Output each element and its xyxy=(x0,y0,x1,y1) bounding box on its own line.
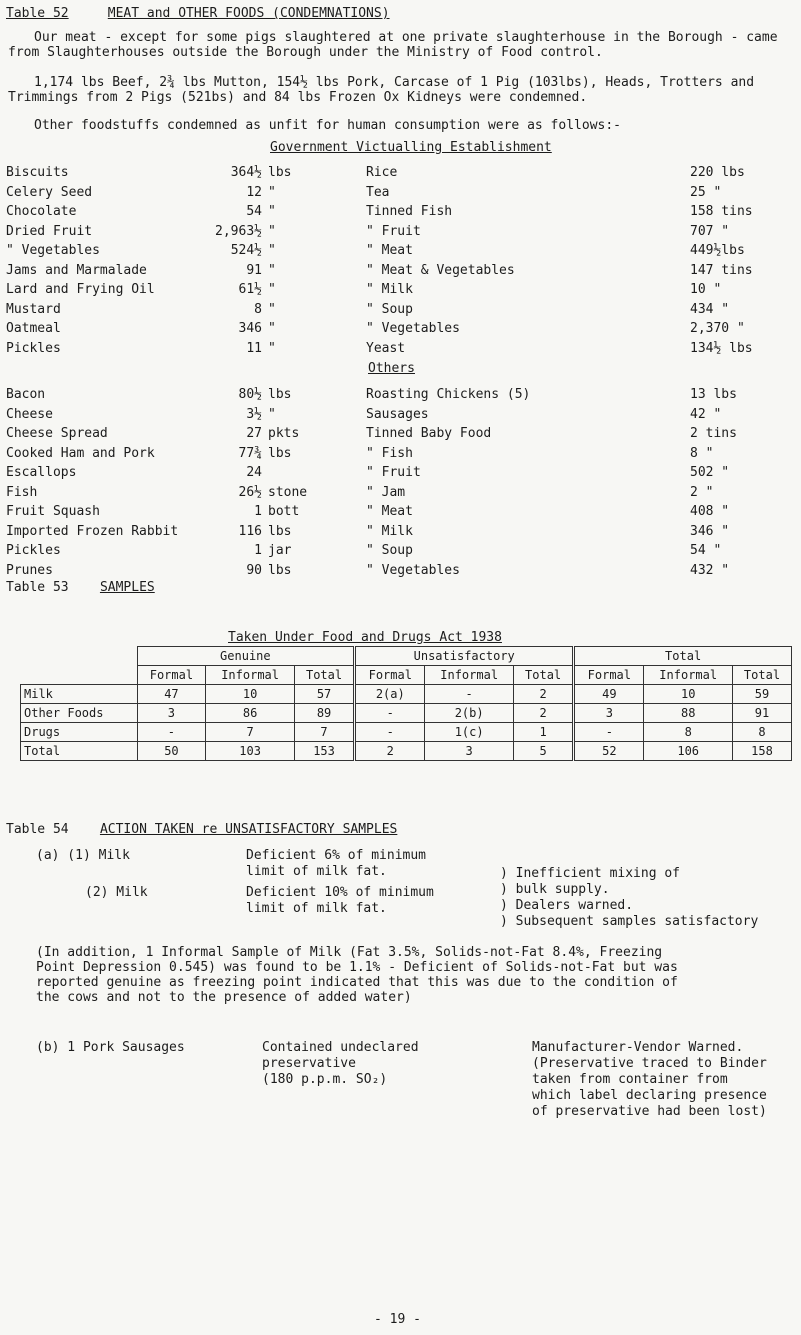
table-cell: 153 xyxy=(294,742,354,761)
table-cell: 103 xyxy=(206,742,295,761)
row-label: Milk xyxy=(21,685,138,704)
food-quantity: 2 " xyxy=(690,484,714,500)
table-row xyxy=(21,685,792,704)
food-item: Yeast xyxy=(366,340,406,356)
table-cell: 158 xyxy=(732,742,791,761)
milk-1-text-2: limit of milk fat. xyxy=(246,864,387,879)
table-cell: 2 xyxy=(355,742,425,761)
subheader-formal: Formal xyxy=(137,666,206,685)
milk-2-label: (2) Milk xyxy=(85,885,148,900)
food-quantity: 434 " xyxy=(690,301,730,317)
row-label: Other Foods xyxy=(21,704,138,723)
table-cell: 86 xyxy=(206,704,295,723)
sausages-action-3: taken from container from xyxy=(532,1072,728,1087)
table-cell: 2 xyxy=(513,704,573,723)
table-cell: 57 xyxy=(294,685,354,704)
table54-title: ACTION TAKEN re UNSATISFACTORY SAMPLES xyxy=(99,822,398,837)
food-item: Oatmeal xyxy=(6,321,61,336)
food-item: Chocolate xyxy=(6,204,77,219)
food-item: Cheese xyxy=(6,406,53,422)
food-item: " Vegetables xyxy=(6,243,100,258)
table53-label: Table 53 xyxy=(6,580,69,595)
table-cell: 10 xyxy=(644,685,733,704)
table-cell: 106 xyxy=(644,742,733,761)
food-unit: " xyxy=(268,204,276,219)
table53-title: SAMPLES xyxy=(99,580,155,595)
food-quantity: 80½ xyxy=(238,387,262,402)
food-unit: lbs xyxy=(268,562,292,578)
table-cell: 52 xyxy=(574,742,644,761)
table-cell: 47 xyxy=(137,685,206,704)
table-cell: 5 xyxy=(513,742,573,761)
food-item: Rice xyxy=(366,165,398,180)
table-cell: 2(b) xyxy=(425,704,514,723)
food-item: Celery Seed xyxy=(6,184,93,200)
food-quantity: 61½ xyxy=(238,282,262,297)
food-unit: lbs xyxy=(268,523,292,539)
table-cell: 3 xyxy=(137,704,206,723)
table-cell: 88 xyxy=(644,704,733,723)
action-line-3: ) Dealers warned. xyxy=(500,898,634,913)
others-left-units xyxy=(268,385,307,580)
milk-2-text-2: limit of milk fat. xyxy=(246,901,387,916)
action-line-2: ) bulk supply. xyxy=(500,882,610,897)
group-header-row xyxy=(21,647,792,666)
table-cell: - xyxy=(355,704,425,723)
food-item: Tea xyxy=(366,184,390,200)
food-quantity: 10 " xyxy=(690,282,722,297)
table-cell: 59 xyxy=(732,685,791,704)
food-item: Pickles xyxy=(6,543,61,558)
food-item: " Milk xyxy=(366,282,413,297)
sausages-finding-1: Contained undeclared xyxy=(262,1040,419,1055)
food-item: Roasting Chickens (5) xyxy=(366,387,531,402)
subheader-row xyxy=(21,666,792,685)
food-quantity: 12 xyxy=(246,184,262,200)
food-quantity: 158 tins xyxy=(690,204,753,219)
food-quantity: 42 " xyxy=(690,406,722,422)
table-cell: 2 xyxy=(513,685,573,704)
row-label: Total xyxy=(21,742,138,761)
table-cell: 50 xyxy=(137,742,206,761)
food-quantity: 24 xyxy=(246,465,262,480)
food-quantity: 220 lbs xyxy=(690,165,745,180)
food-quantity: 707 " xyxy=(690,223,730,239)
food-item: Jams and Marmalade xyxy=(6,262,147,278)
addition-note: (In addition, 1 Informal Sample of Milk (Fat 3.5%, Solids-not-Fat 8.4%, Freezing Point Depression 0.545) was found to be 1.1% - Deficient of Solids-not-Fat but was reported genuine as freezing point indicated that this was due to the condition of the cows and not to the presence of added water) xyxy=(36,945,678,1005)
food-unit: " xyxy=(268,340,276,356)
food-item: Tinned Baby Food xyxy=(366,426,492,441)
action-line-4: ) Subsequent samples satisfactory xyxy=(500,914,759,929)
subheader-total: Total xyxy=(732,666,791,685)
food-quantity: 1 xyxy=(254,543,262,558)
food-item: Tinned Fish xyxy=(366,204,453,219)
table-cell: 8 xyxy=(732,723,791,742)
page-number: - 19 - xyxy=(374,1312,421,1327)
subheader-informal: Informal xyxy=(644,666,733,685)
food-item: Imported Frozen Rabbit xyxy=(6,523,179,539)
food-item: Cheese Spread xyxy=(6,426,108,441)
table-cell: - xyxy=(574,723,644,742)
table-cell: - xyxy=(425,685,514,704)
sausages-finding-3: (180 p.p.m. SO₂) xyxy=(262,1072,388,1087)
table53-subtitle: Taken Under Food and Drugs Act 1938 xyxy=(228,630,502,645)
milk-1-label: (a) (1) Milk xyxy=(36,848,130,863)
food-quantity: 8 " xyxy=(690,445,714,461)
food-item: " Meat xyxy=(366,243,413,258)
pork-sausages-label: (b) 1 Pork Sausages xyxy=(36,1040,185,1055)
food-item: " Milk xyxy=(366,523,413,539)
food-item: Sausages xyxy=(366,406,429,422)
table-cell: - xyxy=(137,723,206,742)
food-quantity: 2,963½ xyxy=(215,223,262,239)
food-unit: stone xyxy=(268,484,308,500)
food-unit xyxy=(268,463,307,483)
subheader-total: Total xyxy=(513,666,573,685)
food-unit: pkts xyxy=(268,426,300,441)
others-left-items xyxy=(6,385,178,580)
food-item: Cooked Ham and Pork xyxy=(6,445,155,461)
food-item: Escallops xyxy=(6,465,77,480)
food-item: " Fish xyxy=(366,445,413,461)
action-line-1: ) Inefficient mixing of xyxy=(500,866,681,881)
food-quantity: 502 " xyxy=(690,465,730,480)
others-right-items xyxy=(366,385,530,580)
subheader-formal: Formal xyxy=(355,666,425,685)
table54-heading xyxy=(6,822,397,837)
food-item: Mustard xyxy=(6,301,61,317)
samples-table-body xyxy=(21,685,792,761)
food-unit: " xyxy=(268,321,276,336)
food-unit: " xyxy=(268,184,276,200)
government-right-quantities xyxy=(690,163,753,358)
food-quantity: 432 " xyxy=(690,562,730,578)
government-left-units xyxy=(268,163,291,358)
food-item: Fruit Squash xyxy=(6,504,100,519)
food-quantity: 116 xyxy=(238,523,262,539)
food-item: " Fruit xyxy=(366,223,421,239)
table-row xyxy=(21,723,792,742)
table-cell: 7 xyxy=(294,723,354,742)
food-quantity: 346 " xyxy=(690,523,730,539)
table-cell: 3 xyxy=(574,704,644,723)
food-quantity: 408 " xyxy=(690,504,730,519)
food-item: Biscuits xyxy=(6,165,69,180)
header xyxy=(6,6,390,21)
others-right-quantities xyxy=(690,385,737,580)
food-quantity: 449½lbs xyxy=(690,243,745,258)
others-heading: Others xyxy=(368,361,415,376)
table-cell: 8 xyxy=(644,723,733,742)
food-item: " Soup xyxy=(366,301,413,317)
table-cell: 10 xyxy=(206,685,295,704)
food-item: Pickles xyxy=(6,340,61,356)
table-cell: 1(c) xyxy=(425,723,514,742)
food-quantity: 1 xyxy=(254,504,262,519)
food-item: Dried Fruit xyxy=(6,223,93,239)
food-unit: lbs xyxy=(268,165,292,180)
food-quantity: 346 xyxy=(238,321,262,336)
food-unit: " xyxy=(268,243,276,258)
page-title: MEAT and OTHER FOODS (CONDEMNATIONS) xyxy=(107,6,390,21)
intro-paragraph-1: Our meat - except for some pigs slaughtered at one private slaughterhouse in the Borough - came from Slaughterhouses outside the Borough under the Ministry of Food control. xyxy=(8,30,778,60)
food-quantity: 26½ xyxy=(238,484,262,500)
table-cell: 91 xyxy=(732,704,791,723)
food-quantity: 54 " xyxy=(690,543,722,558)
food-item: " Fruit xyxy=(366,465,421,480)
food-unit: " xyxy=(268,406,276,422)
government-right-items xyxy=(366,163,515,358)
subheader-informal: Informal xyxy=(425,666,514,685)
food-unit: jar xyxy=(268,543,292,558)
table-row xyxy=(21,704,792,723)
milk-1-text-1: Deficient 6% of minimum xyxy=(246,848,427,863)
sausages-action-4: which label declaring presence xyxy=(532,1088,767,1103)
food-item: " Jam xyxy=(366,484,406,500)
table53-heading xyxy=(6,580,155,595)
food-unit: bott xyxy=(268,504,300,519)
food-unit: " xyxy=(268,223,276,239)
subheader-total: Total xyxy=(294,666,354,685)
table-row xyxy=(21,742,792,761)
intro-paragraph-3: Other foodstuffs condemned as unfit for human consumption were as follows:- xyxy=(34,118,621,133)
food-unit: " xyxy=(268,301,276,317)
government-left-items xyxy=(6,163,155,358)
food-item: " Soup xyxy=(366,543,413,558)
food-item: Bacon xyxy=(6,387,46,402)
subheader-formal: Formal xyxy=(574,666,644,685)
table54-label: Table 54 xyxy=(6,822,69,837)
food-quantity: 25 " xyxy=(690,184,722,200)
food-quantity: 54 xyxy=(246,204,262,219)
milk-2-text-1: Deficient 10% of minimum xyxy=(246,885,434,900)
food-item: " Vegetables xyxy=(366,562,460,578)
row-label: Drugs xyxy=(21,723,138,742)
food-item: Prunes xyxy=(6,562,53,578)
food-quantity: 13 lbs xyxy=(690,387,737,402)
table-number: Table 52 xyxy=(6,6,69,21)
table-cell: 3 xyxy=(425,742,514,761)
table-cell: 7 xyxy=(206,723,295,742)
food-quantity: 77¾ xyxy=(238,445,262,461)
group-unsatisfactory: Unsatisfactory xyxy=(355,647,574,666)
sausages-finding-2: preservative xyxy=(262,1056,356,1071)
food-unit: lbs xyxy=(268,445,292,461)
group-genuine: Genuine xyxy=(137,647,355,666)
food-item: " Vegetables xyxy=(366,321,460,336)
food-quantity: 2,370 " xyxy=(690,321,745,336)
food-quantity: 524½ xyxy=(230,243,262,258)
group-total: Total xyxy=(574,647,792,666)
table-cell: 49 xyxy=(574,685,644,704)
intro-paragraph-2: 1,174 lbs Beef, 2¾ lbs Mutton, 154½ lbs Pork, Carcase of 1 Pig (103lbs), Heads, Trotters and Trimmings from 2 Pigs (521bs) and 84 lbs Frozen Ox Kidneys were condemned. xyxy=(8,75,755,105)
others-left-quantities xyxy=(212,385,262,580)
food-quantity: 3½ xyxy=(246,406,262,422)
food-unit: " xyxy=(268,282,276,297)
food-unit: lbs xyxy=(268,387,292,402)
food-item: Fish xyxy=(6,484,38,500)
food-quantity: 27 xyxy=(246,426,262,441)
food-item: Lard and Frying Oil xyxy=(6,282,155,297)
table-cell: 1 xyxy=(513,723,573,742)
samples-table xyxy=(20,646,792,761)
sausages-action-5: of preservative had been lost) xyxy=(532,1104,767,1119)
food-item: " Meat & Vegetables xyxy=(366,262,515,278)
food-unit: " xyxy=(268,262,276,278)
food-quantity: 91 xyxy=(246,262,262,278)
table-cell: 2(a) xyxy=(355,685,425,704)
food-quantity: 134½ lbs xyxy=(690,340,753,356)
food-quantity: 2 tins xyxy=(690,426,737,441)
food-quantity: 11 xyxy=(246,340,262,356)
food-quantity: 364½ xyxy=(230,165,262,180)
food-quantity: 8 xyxy=(254,301,262,317)
food-quantity: 147 tins xyxy=(690,262,753,278)
sausages-action-2: (Preservative traced to Binder xyxy=(532,1056,767,1071)
food-item: " Meat xyxy=(366,504,413,519)
table-cell: - xyxy=(355,723,425,742)
food-quantity: 90 xyxy=(246,562,262,578)
subheader-informal: Informal xyxy=(206,666,295,685)
table-cell: 89 xyxy=(294,704,354,723)
government-left-quantities xyxy=(212,163,262,358)
sausages-action-1: Manufacturer-Vendor Warned. xyxy=(532,1040,744,1055)
government-heading: Government Victualling Establishment xyxy=(270,140,552,155)
